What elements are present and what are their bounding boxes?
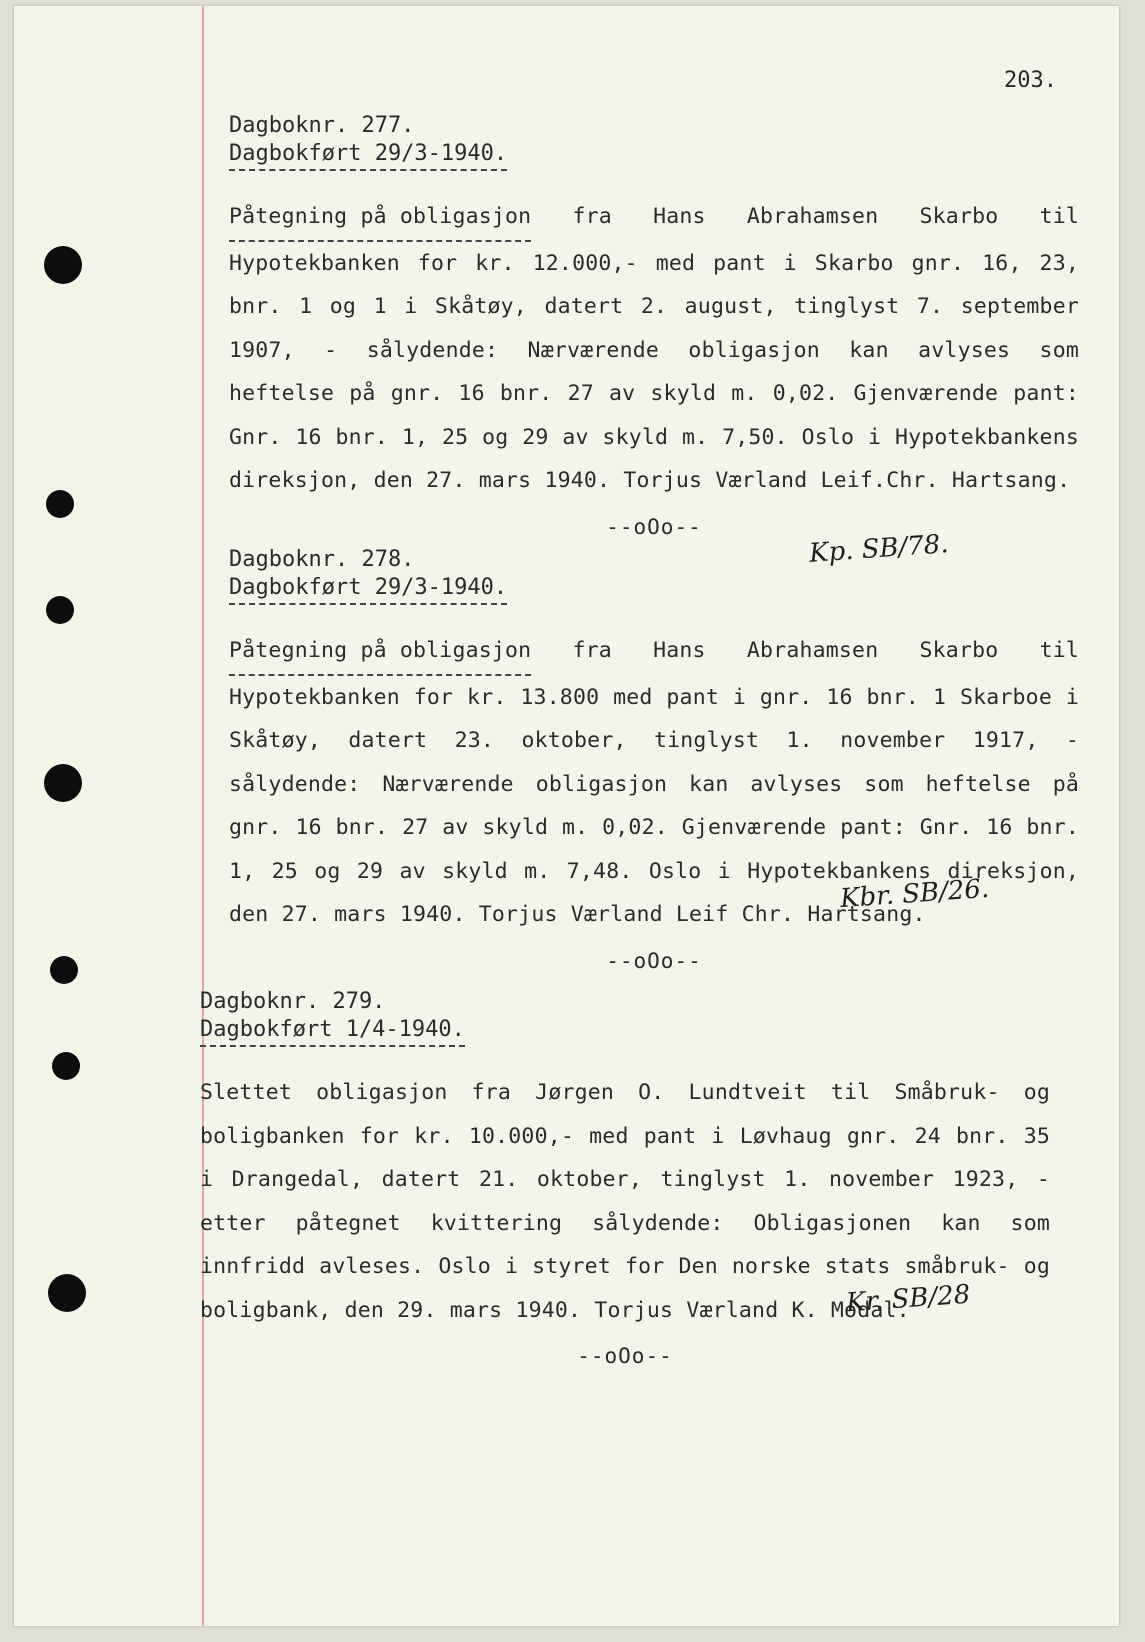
entry-body: fra Hans Abrahamsen Skarbo til Hypotekbanken for kr. 13.800 med pant i gnr. 16 bnr. 1 Skarboe i Skåtøy, datert 23. oktober, tinglyst 1. november 1917, - sålydende: Nærværende obligasjon kan avlyses som heftelse på gnr. 16 bnr. 27 av skyld m. 0,02. Gjenværende pant: Gnr. 16 bnr. 1, 25 og 29 av skyld m. 7,48. Oslo i Hypotekbankens direksjon, den 27. mars 1940. Torjus Værland Leif Chr. Hartsang. <box>229 638 1079 927</box>
dagbokfort: Dagbokført 29/3-1940. <box>229 140 507 171</box>
journal-entry <box>229 112 1079 539</box>
punch-hole <box>52 1052 80 1080</box>
punch-hole <box>48 1274 86 1312</box>
punch-hole <box>50 956 78 984</box>
entry-heading: Påtegning på obligasjon <box>229 195 531 242</box>
entry-body: fra Hans Abrahamsen Skarbo til Hypotekbanken for kr. 12.000,- med pant i Skarbo gnr. 16, 23, bnr. 1 og 1 i Skåtøy, datert 2. august, tinglyst 7. september 1907, - sålydende: Nærværende obligasjon kan avlyses som heftelse på gnr. 16 bnr. 27 av skyld m. 0,02. Gjenværende pant: Gnr. 16 bnr. 1, 25 og 29 av skyld m. 7,50. Oslo i Hypotekbankens direksjon, den 27. mars 1940. Torjus Værland Leif.Chr. Hartsang. <box>229 204 1079 493</box>
handwritten-note: Kr. SB/28 <box>845 1279 972 1319</box>
entry-text <box>229 195 1079 503</box>
dagboknr: Dagboknr. 277. <box>229 113 415 138</box>
dagbokfort: Dagbokført 1/4-1940. <box>200 1016 465 1047</box>
handwritten-note: Kp. SB/78. <box>808 529 950 569</box>
punch-hole <box>46 490 74 518</box>
separator: --oOo-- <box>606 514 702 539</box>
document-page <box>14 6 1119 1626</box>
punch-hole <box>46 596 74 624</box>
separator: --oOo-- <box>606 948 702 973</box>
handwritten-note: Kbr. SB/26. <box>839 873 991 915</box>
punch-hole <box>44 246 82 284</box>
entry-body: Slettet obligasjon fra Jørgen O. Lundtveit til Småbruk- og boligbanken for kr. 10.000,- med pant i Løvhaug gnr. 24 bnr. 35 i Drangedal, datert 21. oktober, tinglyst 1. november 1923, - etter påtegnet kvittering sålydende: Obligasjonen kan som innfridd avleses. Oslo i styret for Den norske stats småbruk- og boligbank, den 29. mars 1940. Torjus Værland K. Modal. <box>200 1080 1050 1323</box>
dagboknr: Dagboknr. 278. <box>229 547 415 572</box>
dagboknr: Dagboknr. 279. <box>200 989 386 1014</box>
page-number: 203. <box>1004 68 1057 93</box>
separator: --oOo-- <box>577 1344 673 1368</box>
dagbokfort: Dagbokført 29/3-1940. <box>229 574 507 605</box>
entry-heading: Påtegning på obligasjon <box>229 629 531 676</box>
margin-line <box>202 6 204 1626</box>
punch-hole <box>44 764 82 802</box>
journal-entry <box>229 546 1079 973</box>
